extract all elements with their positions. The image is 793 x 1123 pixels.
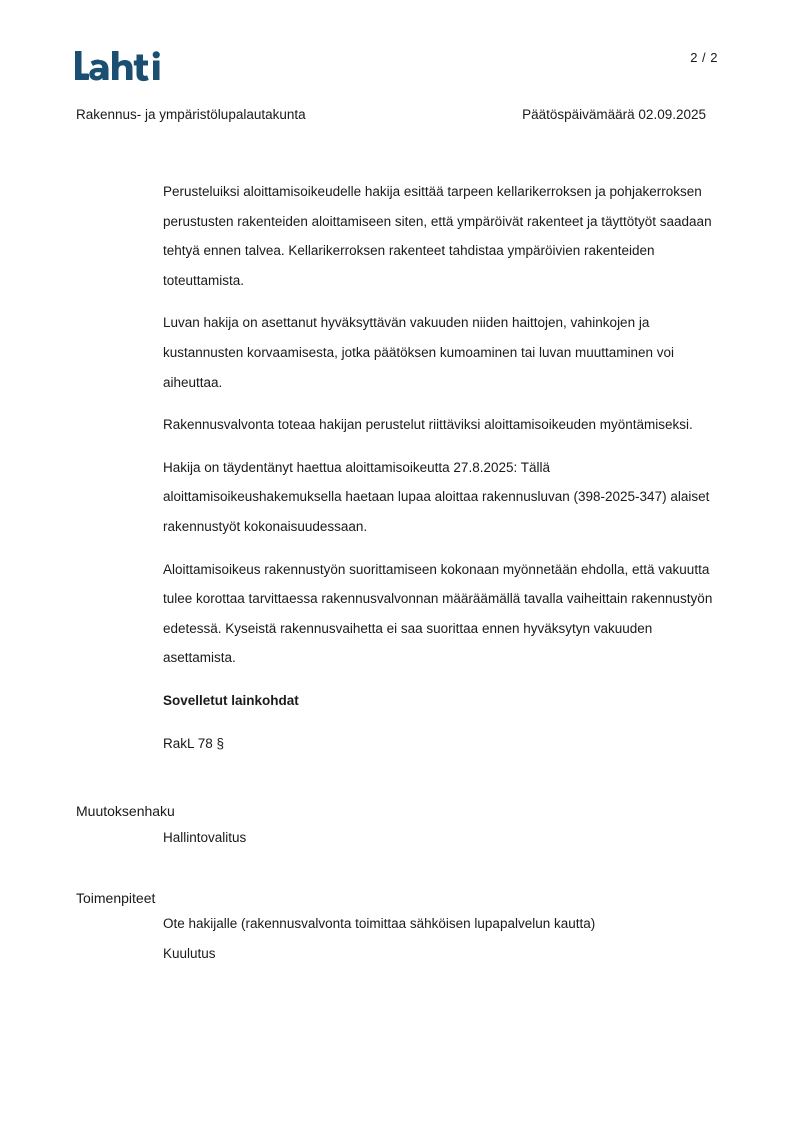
decision-date: Päätöspäivämäärä 02.09.2025 [522,107,706,122]
applied-provisions-heading: Sovelletut lainkohdat [163,692,299,708]
appeal-heading: Muutoksenhaku [76,803,175,819]
decision-body [163,177,723,771]
committee-name: Rakennus- ja ympäristölupalautakunta [76,107,306,122]
paragraph-supplement: Hakija on täydentänyt haettua aloittamisoikeutta 27.8.2025: Tällä aloittamisoikeushakemuksella haetaan lupaa aloittaa rakennusluvan (398-2025-347) alaiset rakennustyöt kokonaisuudessaan. [163,459,710,534]
actions-heading: Toimenpiteet [76,890,156,906]
paragraph-justification: Perusteluiksi aloittamisoikeudelle hakija esittää tarpeen kellarikerroksen ja pohjakerroksen perustusten rakenteiden aloittamiseen siten, että ympäröivät rakenteet ja täyttötyöt saadaan tehtyä ennen talvea. Kellarikerroksen rakenteet tahdistaa ympäröivien rakenteiden toteuttamista. [163,184,712,288]
lahti-logo [75,47,167,83]
paragraph-condition: Aloittamisoikeus rakennustyön suorittamiseen kokonaan myönnetään ehdolla, että vakuutta tulee korottaa tarvittaessa rakennusvalvonnan määräämällä tavalla vaiheittain rakennustyön edetessä. Kyseistä rakennusvaihetta ei saa suorittaa ennen hyväksytyn vakuuden asettamista. [163,561,713,666]
paragraph-security-deposit: Luvan hakija on asettanut hyväksyttävän vakuuden niiden haittojen, vahinkojen ja kustannusten korvaamisesta, jotka päätöksen kumoaminen tai luvan muuttaminen voi aiheuttaa. [163,315,675,390]
appeal-text: Hallintovalitus [163,830,247,845]
action-item-announcement: Kuulutus [163,946,216,961]
page-number: 2 / 2 [690,50,718,65]
paragraph-building-control-finding: Rakennusvalvonta toteaa hakijan perustelut riittäviksi aloittamisoikeuden myöntämiseksi. [163,417,693,433]
action-item-excerpt: Ote hakijalle (rakennusvalvonta toimittaa sähköisen lupapalvelun kautta) [163,916,596,931]
applied-provisions-text: RakL 78 § [163,735,225,751]
